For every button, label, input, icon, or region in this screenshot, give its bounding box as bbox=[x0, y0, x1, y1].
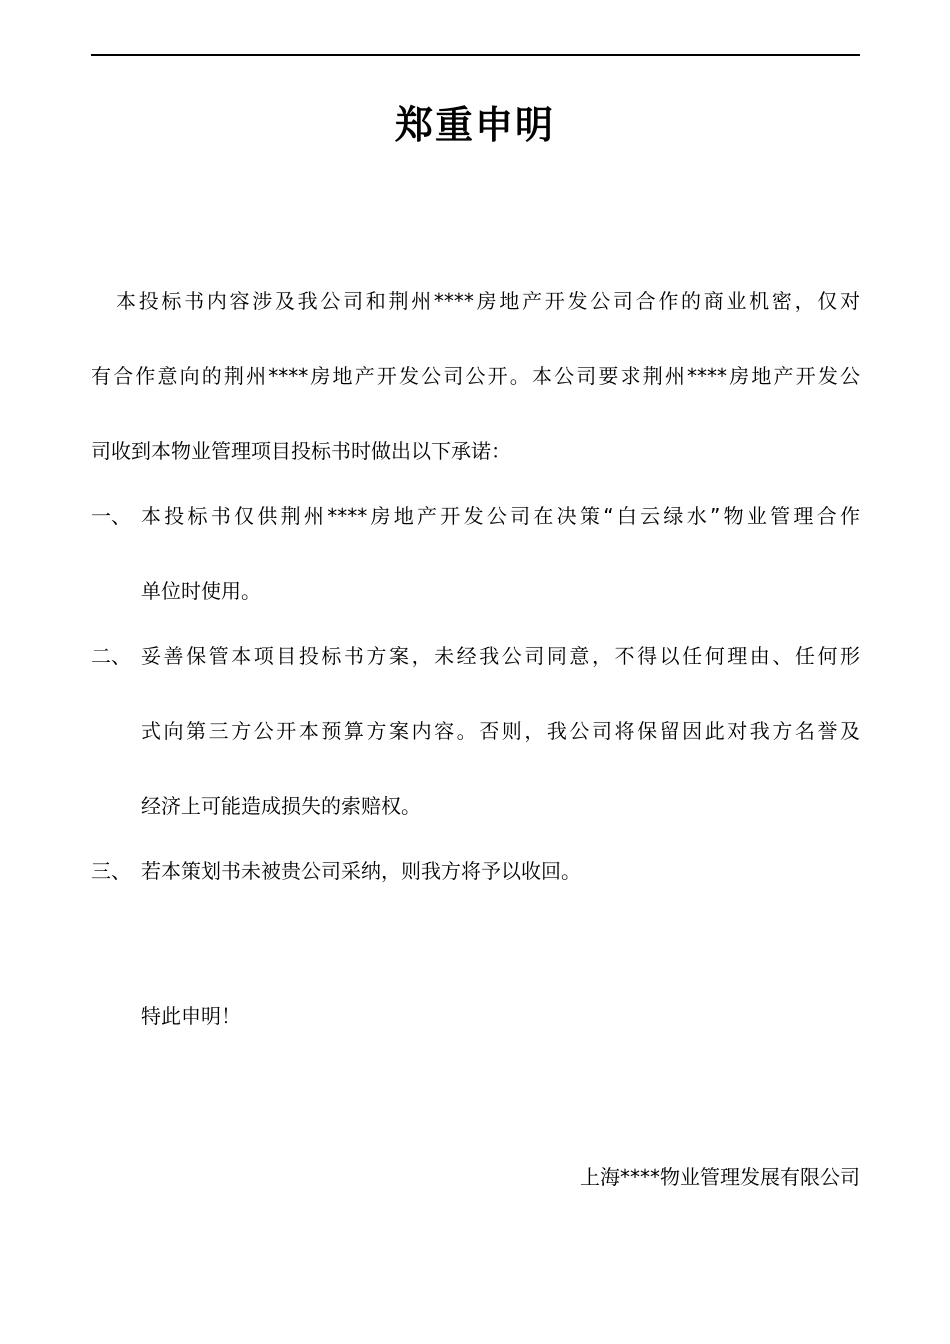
company-signature: 上海****物业管理发展有限公司 bbox=[580, 1165, 860, 1189]
intro-line-1: 本投标书内容涉及我公司和荆州****房地产开发公司合作的商业机密，仅对 bbox=[116, 289, 860, 313]
intro-line-3: 司收到本物业管理项目投标书时做出以下承诺： bbox=[91, 439, 511, 463]
item-3-marker: 三、 bbox=[91, 859, 131, 883]
item-1-marker: 一、 bbox=[91, 504, 131, 528]
item-2-line-3: 经济上可能造成损失的索赔权。 bbox=[141, 794, 421, 818]
item-2-line-2: 式向第三方公开本预算方案内容。否则，我公司将保留因此对我方名誉及 bbox=[141, 719, 860, 743]
header-rule bbox=[91, 54, 860, 56]
document-title: 郑重申明 bbox=[394, 103, 555, 147]
intro-line-2: 有合作意向的荆州****房地产开发公司公开。本公司要求荆州****房地产开发公 bbox=[91, 364, 860, 388]
closing-statement: 特此申明！ bbox=[141, 1004, 241, 1028]
item-2-line-1: 妥善保管本项目投标书方案，未经我公司同意，不得以任何理由、任何形 bbox=[141, 644, 860, 668]
item-1-line-1: 本投标书仅供荆州****房地产开发公司在决策“白云绿水”物业管理合作 bbox=[141, 504, 860, 528]
item-2-marker: 二、 bbox=[91, 644, 131, 668]
item-1-line-2: 单位时使用。 bbox=[141, 579, 261, 603]
item-3-line-1: 若本策划书未被贵公司采纳，则我方将予以收回。 bbox=[141, 859, 581, 883]
